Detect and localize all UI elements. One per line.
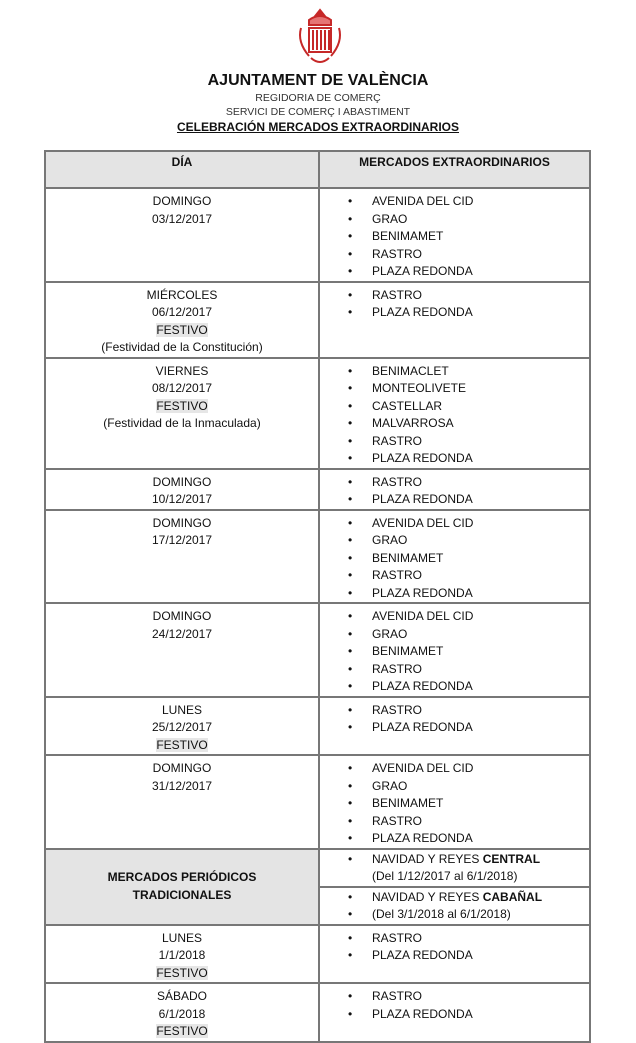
day-cell: [45, 697, 319, 756]
bullet-icon: •: [348, 585, 353, 600]
day-line: DOMINGO: [152, 474, 212, 489]
day-line: VIERNES: [155, 363, 209, 378]
bullet-icon: •: [348, 363, 353, 378]
markets-cell: [319, 983, 590, 1042]
market-item: • AVENIDA DEL CID: [320, 608, 589, 626]
market-item: • AVENIDA DEL CID: [320, 760, 589, 778]
bullet-icon: •: [348, 568, 353, 582]
bullet-icon: •: [348, 626, 353, 641]
day-line: 08/12/2017: [151, 381, 213, 395]
day-line: DOMINGO: [152, 515, 212, 530]
table-row: [45, 983, 590, 1042]
markets-cell: [319, 188, 590, 282]
bullet-icon: •: [348, 609, 353, 623]
day-line: DOMINGO: [152, 609, 212, 623]
bullet-icon: •: [348, 796, 353, 810]
coat-of-arms-logo: [293, 8, 347, 68]
markets-cell: [319, 510, 590, 604]
column-header-markets: MERCADOS EXTRAORDINARIOS: [319, 151, 590, 188]
market-item: • PLAZA REDONDA: [320, 830, 589, 848]
day-line: 10/12/2017: [151, 492, 213, 506]
bullet-icon: •: [348, 679, 353, 693]
table-row: [45, 510, 590, 604]
day-line: DOMINGO: [152, 194, 212, 208]
market-item: • PLAZA REDONDA: [320, 585, 589, 603]
markets-cell: [319, 469, 590, 510]
day-cell: [45, 603, 319, 697]
markets-cell: [319, 603, 590, 697]
bullet-icon: •: [348, 305, 353, 319]
bullet-icon: •: [348, 474, 353, 489]
day-line: 1/1/2018: [158, 948, 206, 962]
day-line: 6/1/2018: [158, 1006, 206, 1021]
market-item: • GRAO: [320, 626, 589, 644]
bullet-icon: •: [348, 264, 353, 278]
table-row: [45, 925, 590, 984]
day-line: 17/12/2017: [151, 533, 213, 547]
table-row: [45, 358, 590, 469]
market-item: • RASTRO: [320, 433, 589, 451]
bullet-icon: •: [348, 989, 353, 1003]
bullet-icon: •: [348, 720, 353, 734]
periodic-row: [45, 849, 590, 887]
market-item: • RASTRO: [320, 813, 589, 831]
bullet-icon: •: [348, 246, 353, 261]
day-line: LUNES: [161, 702, 202, 717]
day-line: (Festividad de la Inmaculada): [103, 416, 261, 430]
bullet-icon: •: [348, 644, 353, 658]
bullet-icon: •: [348, 831, 353, 845]
market-item: • GRAO: [320, 532, 589, 550]
market-item: • AVENIDA DEL CID: [320, 193, 589, 211]
bullet-icon: •: [348, 381, 353, 395]
day-cell: [45, 469, 319, 510]
market-item: • RASTRO: [320, 930, 589, 948]
table-row: [45, 282, 590, 358]
market-item: • PLAZA REDONDA: [320, 1006, 589, 1024]
service-line: SERVICI DE COMERÇ I ABASTIMENT: [225, 106, 411, 118]
bullet-icon: •: [348, 515, 353, 530]
markets-cell: [319, 358, 590, 469]
market-item: • RASTRO: [320, 246, 589, 264]
table-row: [45, 755, 590, 849]
day-cell: [45, 358, 319, 469]
day-cell: [45, 188, 319, 282]
bullet-icon: •: [348, 778, 353, 793]
markets-cell: [319, 282, 590, 358]
bullet-icon: •: [348, 550, 353, 565]
periodic-cabanal-cell: [319, 887, 590, 925]
market-item: • RASTRO: [320, 702, 589, 720]
day-line: 03/12/2017: [151, 211, 213, 226]
bullet-icon: •: [348, 194, 353, 208]
market-item: • RASTRO: [320, 474, 589, 492]
bullet-icon: •: [348, 533, 353, 547]
day-cell: [45, 755, 319, 849]
market-item: • BENIMAMET: [320, 550, 589, 568]
market-item: • PLAZA REDONDA: [320, 719, 589, 737]
bullet-icon: •: [348, 287, 353, 302]
day-line: MIÉRCOLES: [146, 287, 218, 302]
day-line: FESTIVO: [156, 737, 208, 752]
markets-table: [44, 150, 591, 1043]
market-item: • MALVARROSA: [320, 415, 589, 433]
table-row: [45, 603, 590, 697]
market-item: • NAVIDAD Y REYES CENTRAL: [320, 851, 589, 869]
market-item: • BENIMAMET: [320, 228, 589, 246]
bullet-icon: •: [348, 907, 353, 921]
market-item: • CASTELLAR: [320, 398, 589, 416]
market-item: • PLAZA REDONDA: [320, 491, 589, 509]
bullet-icon: •: [348, 398, 353, 413]
market-item: • PLAZA REDONDA: [320, 678, 589, 696]
day-cell: [45, 925, 319, 984]
market-item: • BENIMACLET: [320, 363, 589, 381]
market-item: • AVENIDA DEL CID: [320, 515, 589, 533]
market-item: • PLAZA REDONDA: [320, 947, 589, 965]
day-line: LUNES: [161, 930, 202, 945]
bullet-icon: •: [348, 211, 353, 226]
column-header-day: DÍA: [45, 151, 319, 188]
markets-cell: [319, 697, 590, 756]
day-line: FESTIVO: [156, 965, 208, 980]
bullet-icon: •: [348, 930, 353, 945]
market-item: • GRAO: [320, 778, 589, 796]
market-item: • BENIMAMET: [320, 643, 589, 661]
market-item: • RASTRO: [320, 287, 589, 305]
bullet-icon: •: [348, 702, 353, 717]
day-line: 06/12/2017: [151, 305, 213, 319]
day-line: 24/12/2017: [151, 626, 213, 641]
bullet-icon: •: [348, 492, 353, 506]
market-item: • RASTRO: [320, 567, 589, 585]
day-line: DOMINGO: [152, 761, 212, 775]
market-item: • MONTEOLIVETE: [320, 380, 589, 398]
table-row: [45, 697, 590, 756]
bullet-icon: •: [348, 229, 353, 243]
day-line: (Festividad de la Constitución): [101, 340, 263, 354]
day-line: 25/12/2017: [151, 720, 213, 734]
bullet-icon: •: [348, 433, 353, 448]
bullet-icon: •: [348, 948, 353, 962]
bullet-icon: •: [348, 451, 353, 465]
day-line: FESTIVO: [156, 322, 208, 337]
day-line: FESTIVO: [156, 1024, 208, 1038]
organization-title: AJUNTAMENT DE VALÈNCIA: [207, 72, 429, 89]
day-cell: [45, 983, 319, 1042]
bullet-icon: •: [348, 889, 353, 904]
bullet-icon: •: [348, 1006, 353, 1021]
day-cell: [45, 510, 319, 604]
market-item: • RASTRO: [320, 661, 589, 679]
department-line: REGIDORIA DE COMERÇ: [255, 92, 381, 104]
day-cell: [45, 282, 319, 358]
markets-cell: [319, 925, 590, 984]
bullet-icon: •: [348, 761, 353, 775]
market-item: • BENIMAMET: [320, 795, 589, 813]
bullet-icon: •: [348, 851, 353, 866]
market-item: • PLAZA REDONDA: [320, 304, 589, 322]
periodic-central-cell: • NAVIDAD Y REYES CENTRAL (Del 1/12/2017 al 6/1/2018): [319, 849, 590, 887]
markets-cell: [319, 755, 590, 849]
market-item: • RASTRO: [320, 988, 589, 1006]
day-line: 31/12/2017: [151, 778, 213, 793]
market-item: • PLAZA REDONDA: [320, 263, 589, 281]
day-line: FESTIVO: [156, 398, 208, 413]
document-subtitle: CELEBRACIÓN MERCADOS EXTRAORDINARIOS: [176, 120, 459, 134]
market-item: • GRAO: [320, 211, 589, 229]
market-item: • (Del 3/1/2018 al 6/1/2018): [320, 906, 589, 924]
table-row: [45, 188, 590, 282]
market-item: • PLAZA REDONDA: [320, 450, 589, 468]
market-item: • NAVIDAD Y REYES CABAÑAL: [320, 889, 589, 907]
day-line: SÁBADO: [156, 989, 207, 1003]
bullet-icon: •: [348, 813, 353, 828]
table-row: [45, 469, 590, 510]
bullet-icon: •: [348, 416, 353, 430]
bullet-icon: •: [348, 661, 353, 676]
periodic-label: MERCADOS PERIÓDICOS TRADICIONALES: [45, 849, 319, 925]
